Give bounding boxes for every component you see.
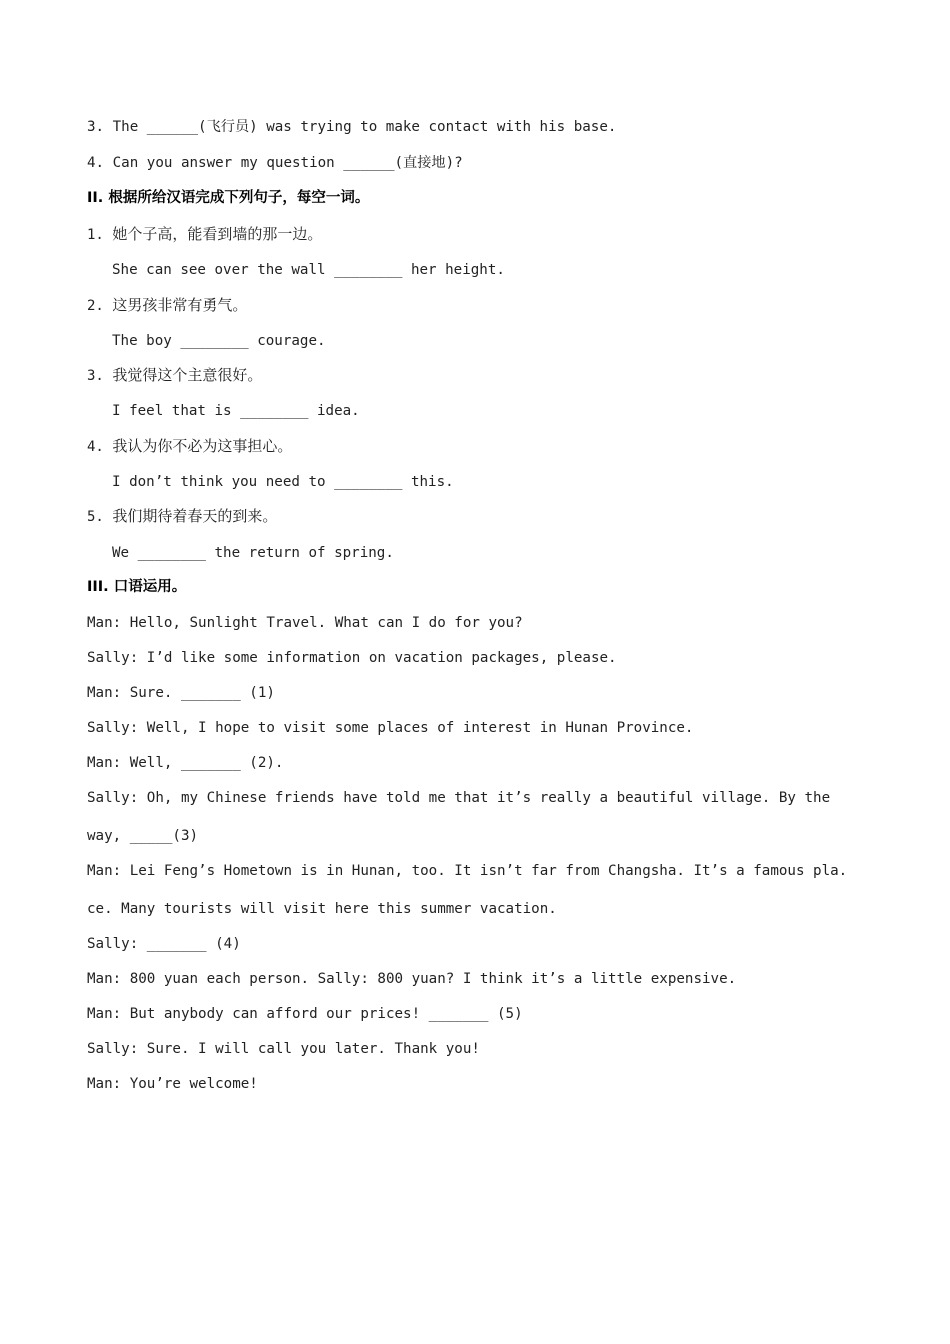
- section-iii-heading: III. 口语运用。: [87, 579, 187, 595]
- question-3-pilot: 3. The ______(飞行员) was trying to make contact with his base.: [87, 119, 617, 135]
- dialogue-line: Man: Well, _______ (2).: [87, 755, 284, 771]
- dialogue-line: Sally: Oh, my Chinese friends have told me that it’s really a beautiful village. By the: [87, 790, 831, 806]
- item-number: 3.: [87, 368, 104, 384]
- dialogue-line: Sally: I’d like some information on vacation packages, please.: [87, 650, 617, 666]
- dialogue-line: ce. Many tourists will visit here this summer vacation.: [87, 901, 557, 917]
- item-number: 4.: [87, 439, 104, 455]
- chinese-prompt: 我认为你不必为这事担心。: [112, 437, 293, 455]
- chinese-prompt: 这男孩非常有勇气。: [112, 296, 248, 314]
- chinese-prompt: 我觉得这个主意很好。: [112, 366, 263, 384]
- item-number: 1.: [87, 227, 104, 243]
- translation-item-1-sentence: She can see over the wall ________ her height.: [112, 262, 505, 278]
- question-4-directly: 4. Can you answer my question ______(直接地)?: [87, 155, 463, 171]
- translation-item-1-prompt: [87, 224, 322, 245]
- translation-item-2-sentence: The boy ________ courage.: [112, 333, 326, 349]
- dialogue-line: way, _____(3): [87, 828, 199, 844]
- dialogue-line: Sally: Sure. I will call you later. Thank you!: [87, 1041, 480, 1057]
- chinese-prompt: 我们期待着春天的到来。: [112, 507, 278, 525]
- dialogue-line: Man: 800 yuan each person. Sally: 800 yuan? I think it’s a little expensive.: [87, 971, 737, 987]
- dialogue-line: Sally: _______ (4): [87, 936, 241, 952]
- translation-item-3-sentence: I feel that is ________ idea.: [112, 403, 360, 419]
- translation-item-3-prompt: [87, 365, 262, 386]
- dialogue-line: Sally: Well, I hope to visit some places of interest in Hunan Province.: [87, 720, 694, 736]
- section-ii-heading: II. 根据所给汉语完成下列句子，每空一词。: [87, 190, 370, 206]
- dialogue-line: Man: You’re welcome!: [87, 1076, 258, 1092]
- translation-item-5-prompt: [87, 506, 277, 527]
- dialogue-line: Man: Sure. _______ (1): [87, 685, 275, 701]
- translation-item-5-sentence: We ________ the return of spring.: [112, 545, 394, 561]
- dialogue-line: Man: But anybody can afford our prices! _______ (5): [87, 1006, 523, 1022]
- translation-item-2-prompt: [87, 295, 247, 316]
- item-number: 5.: [87, 509, 104, 525]
- translation-item-4-prompt: [87, 436, 292, 457]
- dialogue-line: Man: Lei Feng’s Hometown is in Hunan, too. It isn’t far from Changsha. It’s a famous pla.: [87, 863, 848, 879]
- item-number: 2.: [87, 298, 104, 314]
- chinese-prompt: 她个子高，能看到墙的那一边。: [112, 225, 323, 243]
- dialogue-line: Man: Hello, Sunlight Travel. What can I do for you?: [87, 615, 523, 631]
- translation-item-4-sentence: I don’t think you need to ________ this.: [112, 474, 454, 490]
